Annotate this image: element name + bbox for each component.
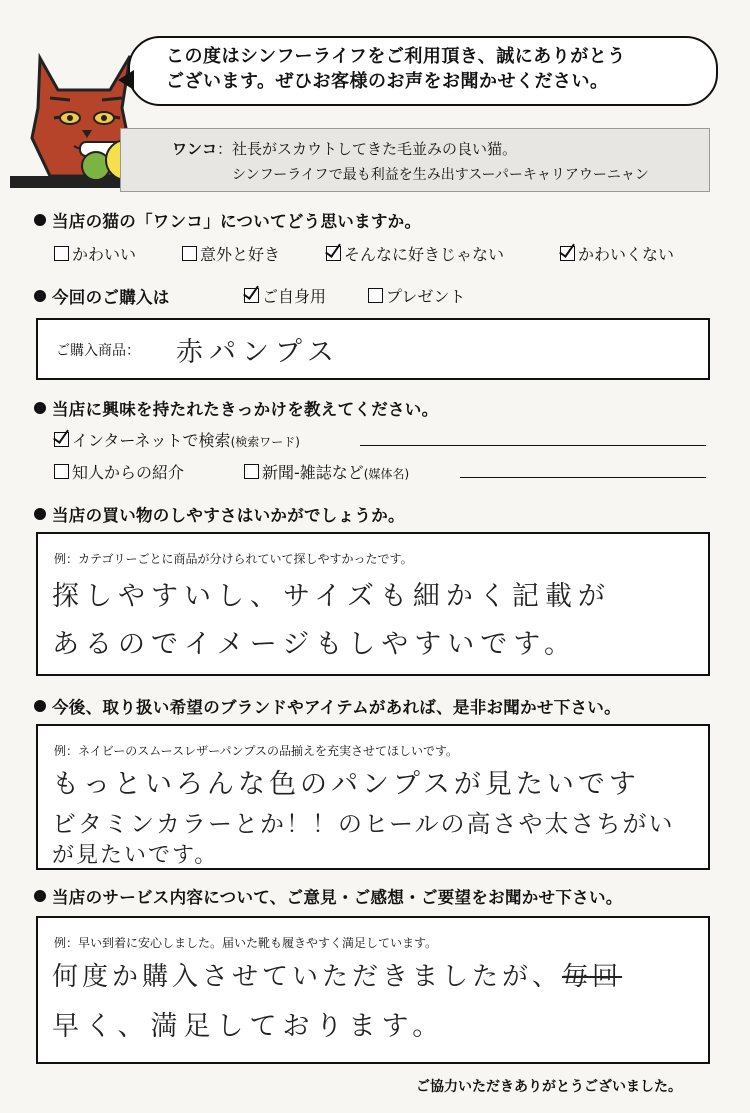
greeting-text xyxy=(166,44,706,94)
q1-option-4-label: かわいくない xyxy=(578,245,675,264)
q3-option-media-label: 新聞-雑誌など xyxy=(262,463,364,482)
question-5-text: 今後、取り扱い希望のブランドやアイテムがあれば、是非お聞かせ下さい。 xyxy=(52,698,621,717)
question-3 xyxy=(34,396,438,420)
question-2 xyxy=(34,284,170,308)
greeting-line-1: この度はシンフーライフをご利用頂き、誠にありがとう xyxy=(166,46,626,67)
question-2-text: 今回のご購入は xyxy=(52,288,170,307)
checkbox[interactable] xyxy=(244,464,259,479)
q1-option-3-label: そんなに好きじゃない xyxy=(344,245,505,264)
question-3-text: 当店に興味を持たれたきっかけを教えてください。 xyxy=(52,400,439,419)
wanko-desc-1: ：社長がスカウトしてきた毛並みの良い猫。 xyxy=(217,140,518,158)
product-value[interactable]: 赤パンプス xyxy=(176,337,340,368)
checkbox-checked[interactable] xyxy=(244,288,259,303)
bullet-icon xyxy=(34,214,46,226)
footer-thanks: ご協力いただきありがとうございました。 xyxy=(416,1079,682,1095)
q1-option-2[interactable] xyxy=(182,242,280,265)
q2-option-2[interactable] xyxy=(368,284,465,307)
q1-option-2-label: 意外と好き xyxy=(200,245,281,264)
checkbox-checked[interactable] xyxy=(54,432,69,447)
greeting-line-2: ございます。ぜひお客様のお声をお聞かせください。 xyxy=(166,71,609,92)
bullet-icon xyxy=(34,402,46,414)
q1-option-1-label: かわいい xyxy=(72,245,137,264)
wanko-name: ワンコ xyxy=(172,140,218,158)
q6-example: 例：早い到着に安心しました。届いた靴も履きやすく満足しています。 xyxy=(54,936,438,950)
q3-option-internet[interactable] xyxy=(54,428,300,451)
checkbox[interactable] xyxy=(182,246,197,261)
speech-bubble-tail xyxy=(118,70,134,90)
q5-answer-line-1: もっといろんな色のパンプスが見たいです xyxy=(52,769,640,800)
question-4-text: 当店の買い物のしやすさはいかがでしょうか。 xyxy=(52,506,405,525)
media-name-note: (媒体名) xyxy=(363,467,410,481)
checkbox[interactable] xyxy=(54,464,69,479)
q4-example: 例：カテゴリーごとに商品が分けられていて探しやすかったです。 xyxy=(54,552,413,566)
q1-option-4[interactable] xyxy=(560,242,674,265)
checkbox[interactable] xyxy=(368,288,383,303)
q1-option-3[interactable] xyxy=(326,242,504,265)
search-word-input-line[interactable] xyxy=(360,444,706,446)
media-name-input-line[interactable] xyxy=(460,476,706,478)
checkbox-checked[interactable] xyxy=(560,246,575,261)
question-4 xyxy=(34,502,405,526)
q5-answer-line-2: ビタミンカラーとか！！のヒールの高さや太さちがい xyxy=(52,810,675,838)
product-label: ご購入商品： xyxy=(56,343,140,359)
q5-example: 例：ネイビーのスムースレザーパンプスの品揃えを充実させてほしいです。 xyxy=(54,744,459,758)
question-1 xyxy=(34,208,421,232)
checkbox-checked[interactable] xyxy=(326,246,341,261)
checkbox[interactable] xyxy=(54,246,69,261)
q3-option-media[interactable] xyxy=(244,460,409,483)
q4-answer-line-2: あるのでイメージもしやすいです。 xyxy=(52,629,578,660)
q1-option-1[interactable] xyxy=(54,242,136,265)
question-1-text: 当店の猫の「ワンコ」についてどう思いますか。 xyxy=(52,212,422,231)
q6-answer-text: 何度か購入させていただきましたが、 xyxy=(52,962,563,992)
q2-option-1-label: ご自身用 xyxy=(262,287,327,306)
q3-option-friend-label: 知人からの紹介 xyxy=(72,463,185,482)
question-6-text: 当店のサービス内容について、ご意見・ご感想・ご要望をお聞かせ下さい。 xyxy=(52,888,623,907)
q6-answer-line-1 xyxy=(52,956,622,993)
bullet-icon xyxy=(34,890,46,902)
question-5 xyxy=(34,694,621,718)
q3-option-friend[interactable] xyxy=(54,460,184,483)
wanko-profile-line-2: シンフーライフで最も利益を生み出すスーパーキャリアウーニャン xyxy=(232,167,649,183)
bullet-icon xyxy=(34,700,46,712)
q6-answer-struck-text: 毎回 xyxy=(562,962,623,992)
q6-answer-line-2: 早く、満足しております。 xyxy=(52,1011,446,1042)
q2-option-2-label: プレゼント xyxy=(386,287,466,306)
search-word-note: (検索ワード) xyxy=(230,435,300,449)
q4-answer-line-1: 探しやすいし、サイズも細かく記載が xyxy=(52,581,611,612)
question-6 xyxy=(34,884,623,908)
bullet-icon xyxy=(34,508,46,520)
bullet-icon xyxy=(34,290,46,302)
q5-answer-line-3: が見たいです。 xyxy=(52,843,219,868)
wanko-profile-line-1 xyxy=(172,138,517,159)
q3-option-internet-label: インターネットで検索 xyxy=(72,431,231,450)
q2-option-1[interactable] xyxy=(244,284,326,307)
